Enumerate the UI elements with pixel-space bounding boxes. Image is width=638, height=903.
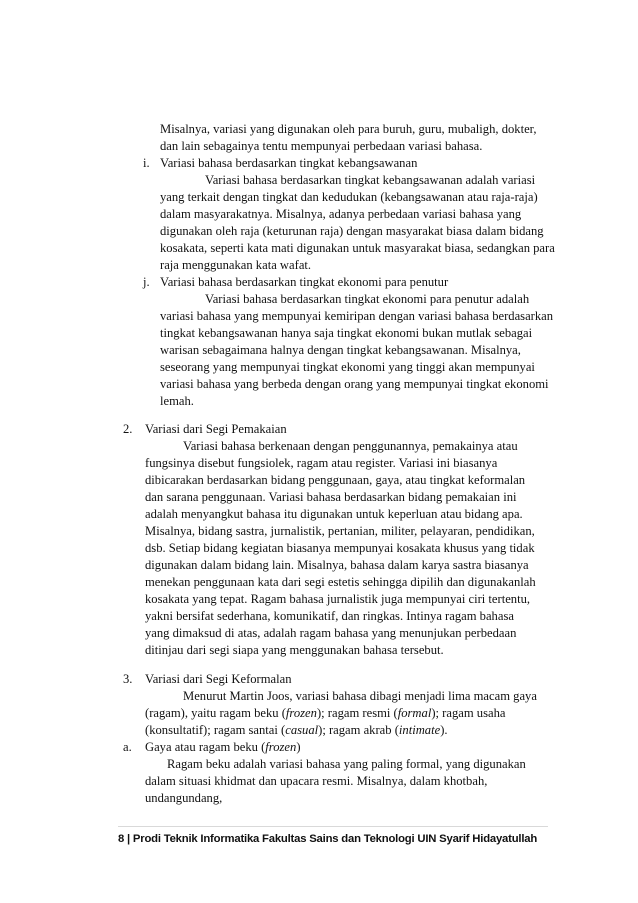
paragraph-line: Misalnya, bidang sastra, jurnalistik, pertanian, militer, pelayaran, pendidikan, — [145, 524, 535, 538]
list-heading: Variasi bahasa berdasarkan tingkat kebangsawanan — [160, 156, 418, 170]
paragraph-line: undangundang, — [145, 791, 223, 805]
section-heading: Variasi dari Segi Pemakaian — [145, 422, 287, 436]
paragraph-line: yang terkait dengan tingkat dan kedudukan (kebangsawanan atau raja-raja) — [160, 190, 538, 204]
paragraph-line: yang dimaksud di atas, adalah ragam bahasa yang menunjukan perbedaan — [145, 626, 517, 640]
paragraph-line: digunakan oleh raja (keturunan raja) dengan masyarakat biasa dalam bidang — [160, 224, 544, 238]
list-label: a. — [123, 740, 132, 754]
list-heading: Variasi bahasa berdasarkan tingkat ekonomi para penutur — [160, 275, 449, 289]
italic-term: casual — [285, 723, 319, 737]
footer-divider — [118, 826, 548, 827]
paragraph-line: Menurut Martin Joos, variasi bahasa dibagi menjadi lima macam gaya — [183, 689, 537, 703]
paragraph-line: adalah menyangkut bahasa itu digunakan untuk keperluan atau bidang apa. — [145, 507, 523, 521]
paragraph-line: menekan penggunaan kata dari segi estetis sehingga dipilih dan digunakanlah — [145, 575, 536, 589]
page-footer: 8 | Prodi Teknik Informatika Fakultas Sains dan Teknologi UIN Syarif Hidayatullah — [118, 833, 538, 845]
paragraph-line: (ragam), yaitu ragam beku (frozen); ragam resmi (formal); ragam usaha — [145, 706, 506, 720]
italic-term: formal — [397, 706, 432, 720]
paragraph-line: seseorang yang mempunyai tingkat ekonomi yang tinggi akan mempunyai — [160, 360, 535, 374]
paragraph-line: dan sarana penggunaan. Variasi bahasa berdasarkan bidang pemakaian ini — [145, 490, 517, 504]
list-label: j. — [143, 275, 150, 289]
paragraph-line: (konsultatif); ragam santai (casual); ragam akrab (intimate). — [145, 723, 448, 737]
intro-line: Misalnya, variasi yang digunakan oleh para buruh, guru, mubaligh, dokter, — [160, 122, 537, 136]
paragraph-line: lemah. — [160, 394, 194, 408]
paragraph-line: kosakata, seperti kata mati digunakan untuk masyarakat biasa, sedangkan para — [160, 241, 555, 255]
list-heading: Gaya atau ragam beku (frozen) — [145, 740, 301, 754]
paragraph-line: Variasi bahasa berdasarkan tingkat ekonomi para penutur adalah — [205, 292, 530, 306]
paragraph-line: Variasi bahasa berkenaan dengan penggunannya, pemakainya atau — [183, 439, 518, 453]
paragraph-line: kosakata yang tepat. Ragam bahasa jurnalistik juga mempunyai ciri tertentu, — [145, 592, 531, 606]
section-number: 2. — [123, 422, 133, 436]
paragraph-line: variasi bahasa yang mempunyai kemiripan dengan variasi bahasa berdasarkan — [160, 309, 554, 323]
paragraph-line: ditinjau dari segi siapa yang menggunakan bahasa tersebut. — [145, 643, 444, 657]
italic-term: intimate — [398, 723, 441, 737]
intro-line: dan lain sebagainya tentu mempunyai perbedaan variasi bahasa. — [160, 139, 483, 153]
section-number: 3. — [123, 672, 133, 686]
paragraph-line: dalam masyarakatnya. Misalnya, adanya perbedaan variasi bahasa yang — [160, 207, 522, 221]
italic-term: frozen — [265, 740, 297, 754]
paragraph-line: Variasi bahasa berdasarkan tingkat kebangsawanan adalah variasi — [205, 173, 536, 187]
paragraph-line: yakni bersifat sederhana, komunikatif, dan ringkas. Intinya ragam bahasa — [145, 609, 514, 623]
paragraph-line: warisan sebagaimana halnya dengan tingkat kebangsawanan. Misalnya, — [160, 343, 521, 357]
paragraph-line: dalam situasi khidmat dan upacara resmi. Misalnya, dalam khotbah, — [145, 774, 488, 788]
paragraph-line: raja menggunakan kata wafat. — [160, 258, 312, 272]
paragraph-line: digunakan dalam bidang lain. Misalnya, bahasa dalam karya sastra biasanya — [145, 558, 529, 572]
paragraph-line: variasi bahasa yang berbeda dengan orang yang mempunyai tingkat ekonomi — [160, 377, 549, 391]
italic-term: frozen — [285, 706, 317, 720]
paragraph-line: dsb. Setiap bidang kegiatan biasanya mempunyai kosakata khusus yang tidak — [145, 541, 535, 555]
paragraph-line: Ragam beku adalah variasi bahasa yang paling formal, yang digunakan — [167, 757, 526, 771]
section-heading: Variasi dari Segi Keformalan — [145, 672, 292, 686]
paragraph-line: tingkat kebangsawanan hanya saja tingkat ekonomi bukan mutlak sebagai — [160, 326, 533, 340]
paragraph-line: fungsinya disebut fungsiolek, ragam atau register. Variasi ini biasanya — [145, 456, 498, 470]
list-label: i. — [143, 156, 150, 170]
paragraph-line: dibicarakan berdasarkan bidang penggunaan, gaya, atau tingkat keformalan — [145, 473, 526, 487]
